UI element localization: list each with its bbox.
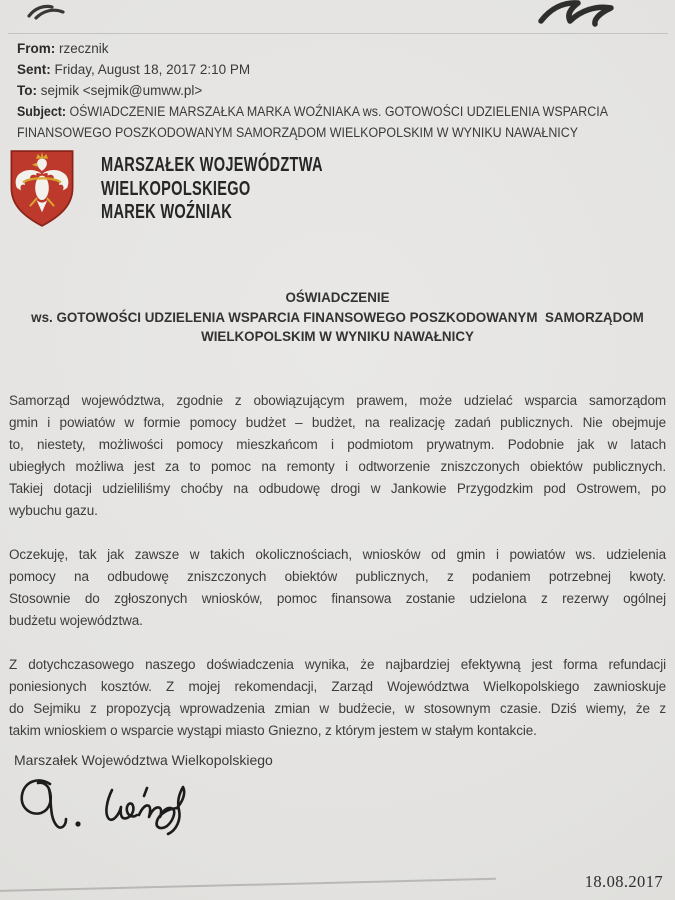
sent-value: Friday, August 18, 2017 2:10 PM [54, 62, 251, 77]
paragraph-3 [9, 654, 666, 742]
email-to-row [17, 80, 675, 101]
to-value: sejmik <sejmik@umww.pl> [40, 83, 203, 98]
text-line: do Sejmiku z propozycją wprowadzenia zmian w budżecie, w stosownym czasie. Dziś wiemy, że z [9, 701, 666, 716]
paragraph-2 [9, 544, 666, 632]
letterhead-line-2: WIELKOPOLSKIEGO [101, 177, 251, 200]
to-label: To: [17, 83, 37, 98]
letterhead-line-3: MAREK WOŹNIAK [101, 201, 233, 223]
from-value: rzecznik [59, 41, 109, 56]
text-line: wybuchu gazu. [9, 503, 98, 518]
email-header [17, 38, 675, 143]
title-line-3: WIELKOPOLSKIM W WYNIKU NAWAŁNICY [201, 329, 474, 344]
text-line: to, niestety, możliwości pomocy mieszkańcom i podmiotom prywatnym. Podobnie jak w latach [9, 437, 666, 452]
signatory-title: Marszałek Województwa Wielkopolskiego [14, 752, 273, 768]
scan-crease-line [0, 877, 496, 891]
text-line: Takiej dotacji udzieliliśmy choćby na odbudowę drogi w Jankowie Przygodzkim pod Ostrowem, po [9, 481, 666, 496]
letter-body [9, 390, 666, 764]
text-line: poniesionych kosztów. Z mojej rekomendacji, Zarząd Województwa Wielkopolskiego zawnioskuje [9, 679, 666, 694]
email-header-divider [8, 33, 668, 34]
text-line: pomocy na odbudowę zniszczonych obiektów publicznych, z podaniem potrzebnej kwoty. [9, 569, 666, 584]
title-line-1: OŚWIADCZENIE [285, 290, 390, 305]
letterhead-text [101, 148, 323, 225]
text-line: budżetu województwa. [9, 613, 143, 628]
letterhead-line-1: MARSZAŁEK WOJEWÓDZTWA [101, 154, 323, 176]
wielkopolska-coat-of-arms-icon [8, 148, 76, 229]
text-line: Stosownie do zgłoszonych wniosków, pomoc finansowa zostanie udzielona z rezerwy ogólnej [9, 591, 666, 606]
text-line: Z dotychczasowego naszego doświadczenia wynika, że najbardziej efektywną jest forma refundacji [9, 657, 666, 672]
email-subject-row [17, 101, 654, 143]
handwritten-signature [16, 772, 216, 842]
sent-label: Sent: [17, 62, 51, 77]
title-line-2: ws. GOTOWOŚCI UDZIELENIA WSPARCIA FINANSOWEGO POSZKODOWANYM SAMORZĄDOM [31, 309, 644, 325]
date-stamp: 18.08.2017 [584, 872, 663, 891]
text-line: ubiegłych możliwa jest za to pomoc na remonty i odtworzenie zniszczonych obiektów publicznych. [9, 459, 666, 474]
subject-label: Subject: [17, 104, 67, 119]
paragraph-1 [9, 390, 666, 522]
text-line: gmin i powiatów w formie pomocy budżet – budżet, na realizację zadań publicznych. Nie obejmuje [9, 415, 666, 430]
letterhead [8, 148, 405, 229]
subject-value: OŚWIADCZENIE MARSZAŁKA MARKA WOŹNIAKA ws. GOTOWOŚCI UDZIELENIA WSPARCIA FINANSOWEGO POSZKODOWANYM SAMORZĄDOM WIELKOPOLSKIM W WYNIKU NAWAŁNICY [17, 104, 608, 140]
text-line: takim wnioskiem o wsparcie wystąpi miasto Gniezno, z którym jestem w stałym kontakcie. [9, 723, 537, 738]
text-line: Oczekuję, tak jak zawsze w takich okolicznościach, wniosków od gmin i powiatów ws. udzielenia [9, 547, 666, 562]
text-line: Samorząd województwa, zgodnie z obowiązującym prawem, może udzielać wsparcia samorządom [9, 393, 666, 408]
scan-artifact-mark-top-right [536, 0, 616, 27]
from-label: From: [17, 41, 56, 56]
statement-title [10, 288, 665, 347]
email-from-row [17, 38, 675, 59]
scan-artifact-mark-top-left [26, 3, 66, 21]
email-sent-row [17, 59, 675, 80]
